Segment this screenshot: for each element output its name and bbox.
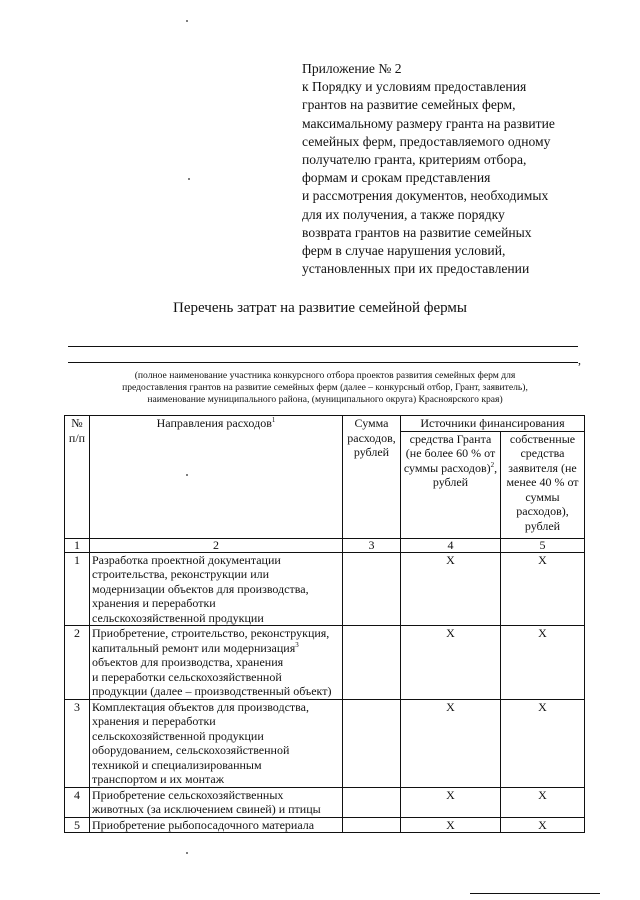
row-direction-line: строительства, реконструкции или <box>92 567 270 581</box>
footnote-mark: 2 <box>490 460 495 469</box>
row-direction-line: Приобретение сельскохозяйственных <box>92 787 284 802</box>
header-own <box>501 431 585 538</box>
table-header-row <box>65 416 585 432</box>
row-direction <box>90 699 343 787</box>
row-direction <box>90 787 343 817</box>
appendix-line: возврата грантов на развитие семейных <box>302 224 532 240</box>
header-grant <box>401 431 501 538</box>
header-sources <box>401 416 585 432</box>
row-own: X <box>501 699 585 787</box>
row-direction-line: сельскохозяйственной продукции <box>92 610 264 625</box>
row-grant: X <box>401 787 501 817</box>
table-row <box>65 699 585 787</box>
fill-line <box>68 362 578 363</box>
header-sum-text: Сумма расходов, рублей <box>347 416 396 459</box>
footnote-mark: 3 <box>295 640 299 649</box>
appendix-line: для их получения, а также порядку <box>302 206 505 222</box>
row-num: 1 <box>65 552 90 626</box>
row-num: 3 <box>65 699 90 787</box>
caption-line: наименование муниципального района, (муниципального округа) Красноярского края) <box>147 394 503 405</box>
row-direction-line: хранения и переработки <box>92 596 216 610</box>
row-direction-line: модернизации объектов для производства, <box>92 581 309 596</box>
row-grant: X <box>401 817 501 833</box>
row-sum <box>343 787 401 817</box>
row-direction-line: сельскохозяйственной продукции <box>92 728 264 743</box>
row-num: 4 <box>65 787 90 817</box>
caption-line: предоставления грантов на развитие семейных ферм (далее – конкурсный отбор, Грант, заявитель), <box>122 382 528 393</box>
row-direction <box>90 626 343 700</box>
appendix-line: ферм в случае нарушения условий, <box>302 243 506 259</box>
row-direction-line: хранения и переработки <box>92 714 216 728</box>
column-index: 2 <box>90 538 343 552</box>
column-index: 5 <box>501 538 585 552</box>
row-direction-line: Приобретение рыбопосадочного материала <box>92 817 315 832</box>
row-num: 2 <box>65 626 90 700</box>
caption-line: (полное наименование участника конкурсного отбора проектов развития семейных ферм для <box>134 370 516 381</box>
fill-line-comma: , <box>578 353 581 367</box>
scan-speck <box>186 20 188 22</box>
footnote-mark: 1 <box>271 416 276 424</box>
table-row <box>65 787 585 817</box>
header-num <box>65 416 90 539</box>
row-sum <box>343 626 401 700</box>
row-own: X <box>501 787 585 817</box>
header-grant-tail: , рублей <box>432 460 498 489</box>
expenses-table <box>64 415 585 833</box>
header-direction-text: Направления расходов <box>156 416 272 430</box>
appendix-line: семейных ферм, предоставляемого одному <box>302 133 551 149</box>
header-num-text: № п/п <box>68 416 86 445</box>
column-index-row <box>65 538 585 552</box>
row-grant: X <box>401 552 501 626</box>
footnote-separator <box>470 893 600 894</box>
table-row <box>65 552 585 626</box>
row-sum <box>343 552 401 626</box>
header-direction <box>90 416 343 539</box>
row-direction-line: Разработка проектной документации <box>92 552 281 567</box>
row-direction <box>90 552 343 626</box>
row-grant: X <box>401 699 501 787</box>
row-direction-line: и переработки сельскохозяйственной <box>92 669 282 684</box>
row-direction-line: транспортом и их монтаж <box>92 772 225 786</box>
row-own: X <box>501 817 585 833</box>
appendix-line: и рассмотрения документов, необходимых <box>302 188 549 204</box>
document-title: Перечень затрат на развитие семейной фермы <box>173 300 467 316</box>
scan-speck <box>186 852 188 854</box>
applicant-caption <box>70 370 580 406</box>
appendix-line: грантов на развитие семейных ферм, <box>302 97 516 113</box>
appendix-block <box>302 60 592 278</box>
appendix-line: установленных при их предоставлении <box>302 261 530 277</box>
header-own-text: собственные средства заявителя (не менее 40 % от суммы расходов), рублей <box>506 431 579 533</box>
row-direction-line: оборудованием, сельскохозяйственной <box>92 743 290 757</box>
appendix-line: получателю гранта, критериям отбора, <box>302 152 527 168</box>
column-index: 4 <box>401 538 501 552</box>
row-direction-line: продукции (далее – производственный объект) <box>92 684 332 698</box>
row-num: 5 <box>65 817 90 833</box>
row-own: X <box>501 552 585 626</box>
row-grant: X <box>401 626 501 700</box>
scan-speck <box>186 474 188 476</box>
table-row <box>65 817 585 833</box>
header-sum <box>343 416 401 539</box>
appendix-line: Приложение № 2 <box>302 61 402 76</box>
appendix-line: максимальному размеру гранта на развитие <box>302 115 555 131</box>
row-direction-line: техникой и специализированным <box>92 757 262 772</box>
appendix-line: к Порядку и условиям предоставления <box>302 79 527 95</box>
header-grant-text: средства Гранта (не более 60 % от суммы расходов) <box>403 431 496 475</box>
row-direction <box>90 817 343 833</box>
row-direction-line: Комплектация объектов для производства, <box>92 699 309 714</box>
row-sum <box>343 817 401 833</box>
row-sum <box>343 699 401 787</box>
row-direction-text: капитальный ремонт или модернизация <box>92 640 296 655</box>
row-direction-line <box>92 641 340 656</box>
column-index: 3 <box>343 538 401 552</box>
scan-speck <box>188 178 190 180</box>
column-index: 1 <box>65 538 90 552</box>
header-sources-text: Источники финансирования <box>420 416 565 430</box>
table-row <box>65 626 585 700</box>
appendix-line: формам и срокам представления <box>302 170 491 186</box>
fill-line <box>68 346 578 347</box>
row-own: X <box>501 626 585 700</box>
row-direction-line: Приобретение, строительство, реконструкция, <box>92 626 330 640</box>
row-direction-line: животных (за исключением свиней) и птицы <box>92 802 321 816</box>
row-direction-line: объектов для производства, хранения <box>92 655 284 669</box>
